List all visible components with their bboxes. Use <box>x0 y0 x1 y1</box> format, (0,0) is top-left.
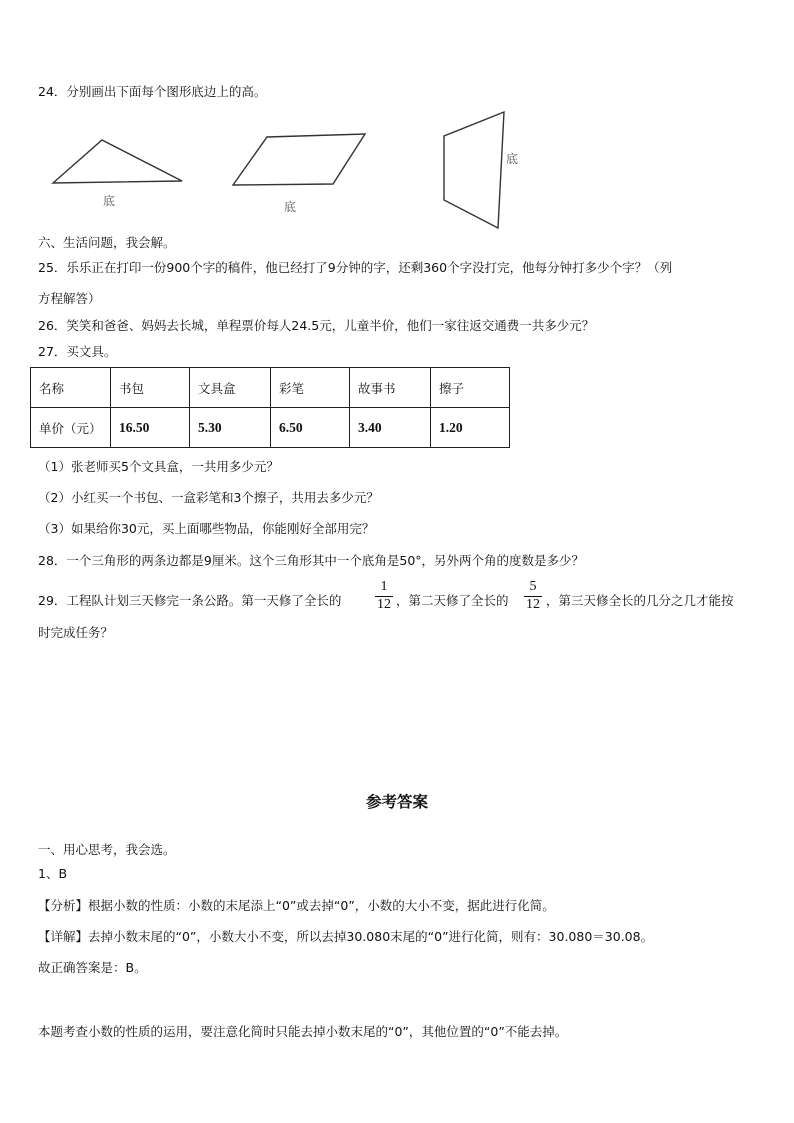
answers-title: 参考答案 <box>365 793 428 811</box>
q25-line1: 25．乐乐正在打印一份900个字的稿件，他已经打了9分钟的字，还剩360个字没打完，他每分钟打多少个字？（列 <box>38 260 673 275</box>
parallelogram-shape <box>233 134 365 185</box>
fraction-denominator: 12 <box>377 597 391 612</box>
q27-title: 27．买文具。 <box>38 344 117 359</box>
q27-sub3: （3）如果给你30元，买上面哪些物品，你能刚好全部用完？ <box>38 521 375 536</box>
answer-analysis: 【分析】根据小数的性质：小数的末尾添上“0”或去掉“0”，小数的大小不变，据此进行化简。 <box>38 898 555 913</box>
triangle-figure <box>50 136 190 188</box>
table-cell: 文具盒 <box>190 368 271 408</box>
table-cell: 3.40 <box>350 408 431 448</box>
table-cell: 书包 <box>111 368 190 408</box>
q29-fraction-1 <box>375 580 393 612</box>
table-cell: 彩笔 <box>271 368 350 408</box>
parallelogram-figure <box>230 130 370 190</box>
q25-line2: 方程解答） <box>38 291 101 306</box>
q27-sub1: （1）张老师买5个文具盒，一共用多少元？ <box>38 459 279 474</box>
q26-text: 26．笑笑和爸爸、妈妈去长城，单程票价每人24.5元，儿童半价，他们一家往返交通费一共多少元？ <box>38 318 595 333</box>
price-table <box>30 367 510 448</box>
table-row <box>31 368 510 408</box>
table-row <box>31 408 510 448</box>
table-cell: 16.50 <box>111 408 190 448</box>
fraction-numerator: 5 <box>529 579 537 594</box>
answer-detail: 【详解】去掉小数末尾的“0”，小数大小不变，所以去掉30.080末尾的“0”进行化简，则有：30.080＝30.08。 <box>38 929 654 944</box>
q29-part3: ，第三天修全长的几分之几才能按 <box>546 593 734 608</box>
triangle-base-label: 底 <box>103 194 116 208</box>
table-cell: 名称 <box>31 368 111 408</box>
section-6-heading: 六、生活问题，我会解。 <box>38 235 176 250</box>
trapezoid-base-label: 底 <box>506 152 519 166</box>
parallelogram-base-label: 底 <box>284 200 297 214</box>
trapezoid-figure <box>438 108 508 232</box>
table-cell: 故事书 <box>350 368 431 408</box>
q29-line2: 时完成任务？ <box>38 625 114 640</box>
q28-text: 28．一个三角形的两条边都是9厘米。这个三角形其中一个底角是50°，另外两个角的度数是多少？ <box>38 553 585 568</box>
table-cell: 擦子 <box>431 368 510 408</box>
answer-note: 本题考查小数的性质的运用，要注意化简时只能去掉小数末尾的“0”，其他位置的“0”不能去掉。 <box>38 1024 568 1039</box>
q29-fraction-2 <box>524 580 542 612</box>
trapezoid-shape <box>444 112 504 228</box>
q29-part2: ，第二天修了全长的 <box>396 593 509 608</box>
q24-text: 24．分别画出下面每个图形底边上的高。 <box>38 84 267 99</box>
answer-1: 1、B <box>38 866 68 881</box>
fraction-numerator: 1 <box>380 579 388 594</box>
fraction-denominator: 12 <box>526 597 540 612</box>
table-cell: 5.30 <box>190 408 271 448</box>
answer-conclusion: 故正确答案是：B。 <box>38 960 147 975</box>
q27-sub2: （2）小红买一个书包、一盒彩笔和3个擦子，共用去多少元？ <box>38 490 379 505</box>
answers-section-1: 一、用心思考，我会选。 <box>38 842 176 857</box>
triangle-shape <box>53 140 182 183</box>
q29-part1: 29．工程队计划三天修完一条公路。第一天修了全长的 <box>38 593 342 608</box>
table-cell: 6.50 <box>271 408 350 448</box>
table-cell: 1.20 <box>431 408 510 448</box>
table-cell: 单价（元） <box>31 408 111 448</box>
